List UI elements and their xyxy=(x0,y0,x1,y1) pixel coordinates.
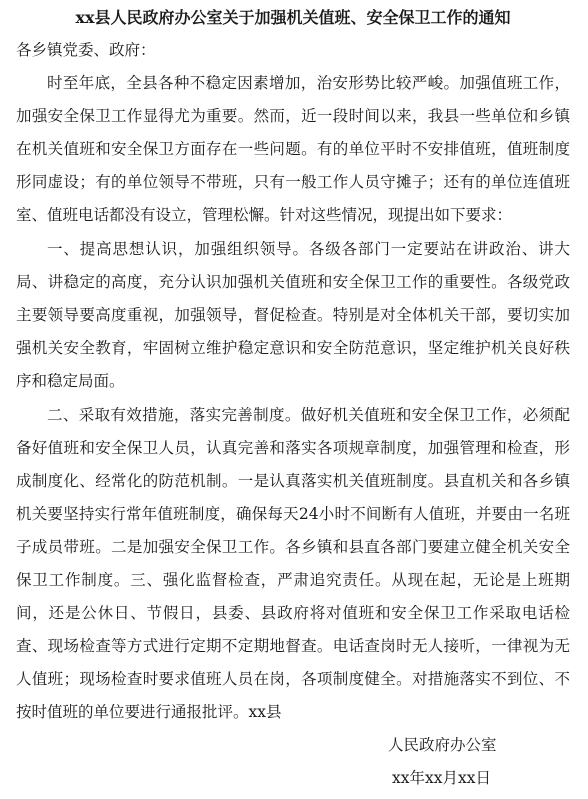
issuing-office: 人民政府办公室 xyxy=(388,736,497,754)
paragraph-intro: 时至年底，全县各种不稳定因素增加，治安形势比较严峻。加强值班工作，加强安全保卫工作显得尤为重要。然而，近一段时间以来，我县一些单位和乡镇在机关值班和安全保卫方面存在一些问题。有的单位平时不安排值班，值班制度形同虚设；有的单位领导不带班，只有一般工作人员守摊子；还有的单位连值班室、值班电话都没有设立，管理松懈。针对这些情况，现提出如下要求： xyxy=(16,74,570,224)
document-title: xx县人民政府办公室关于加强机关值班、安全保卫工作的通知 xyxy=(75,8,511,27)
paragraph-section-one: 一、提高思想认识，加强组织领导。各级各部门一定要站在讲政治、讲大局、讲稳定的高度，充分认识加强机关值班和安全保卫工作的重要性。各级党政主要领导要高度重视，加强领导，督促检查。特别是对全体机关干部，要切实加强机关安全教育，牢固树立维护稳定意识和安全防范意识，坚定维护机关良好秩序和稳定局面。 xyxy=(16,240,570,390)
salutation: 各乡镇党委、政府： xyxy=(16,41,156,59)
issue-date: xx年xx月xx日 xyxy=(392,769,491,787)
paragraph-section-two: 二、采取有效措施，落实完善制度。做好机关值班和安全保卫工作，必须配备好值班和安全保卫人员，认真完善和落实各项规章制度，加强管理和检查，形成制度化、经常化的防范机制。一是认真落实机关值班制度。县直机关和各乡镇机关要坚持实行常年值班制度，确保每天24小时不间断有人值班，并要由一名班子成员带班。二是加强安全保卫工作。各乡镇和县直各部门要建立健全机关安全保卫工作制度。三、强化监督检查，严肃追究责任。从现在起，无论是上班期间，还是公休日、节假日，县委、县政府将对值班和安全保卫工作采取电话检查、现场检查等方式进行定期不定期地督查。电话查岗时无人接听，一律视为无人值班；现场检查时要求值班人员在岗，各项制度健全。对措施落实不到位、不按时值班的单位要进行通报批评。xx县 xyxy=(16,406,570,721)
